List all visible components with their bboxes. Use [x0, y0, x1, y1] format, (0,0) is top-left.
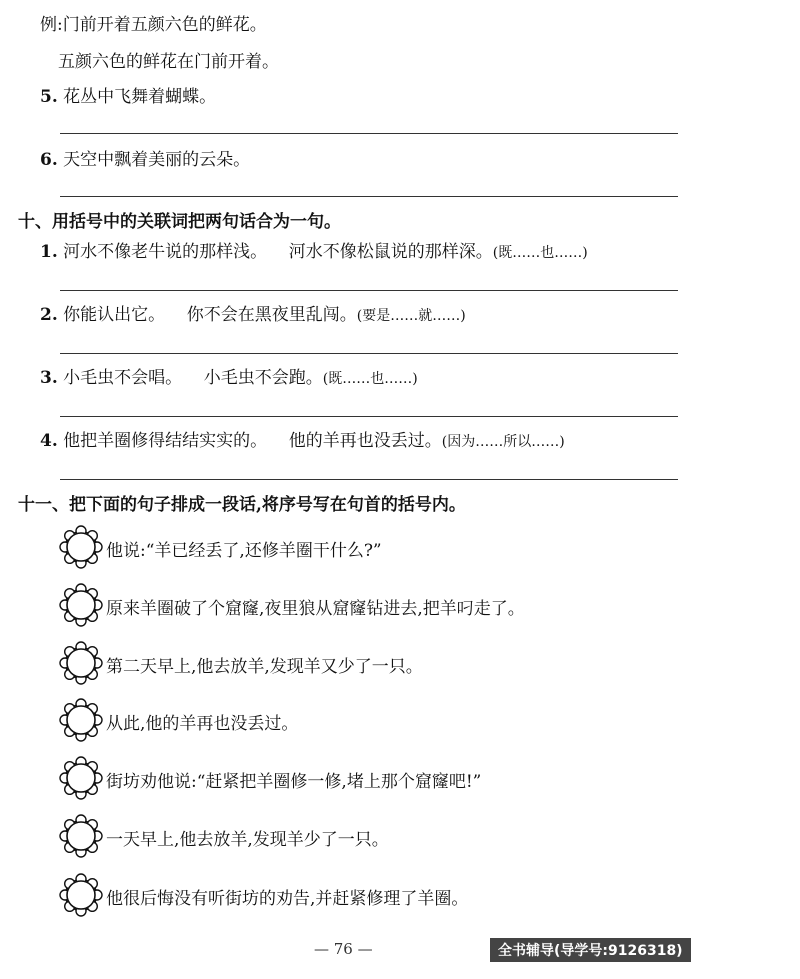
sentence-6: 一天早上,他去放羊,发现羊少了一只。	[106, 830, 389, 850]
sentence-7: 他很后悔没有听街坊的劝告,并赶紧修理了羊圈。	[106, 889, 469, 909]
conjunction-hint: (既……也……)	[492, 245, 588, 261]
sentence-a: 你能认出它。	[63, 305, 166, 325]
flower-bracket-icon	[58, 640, 104, 686]
item-number: 4.	[40, 431, 58, 451]
conjunction-hint: (既……也……)	[322, 371, 418, 387]
answer-line[interactable]	[60, 479, 678, 480]
sentence-b: 小毛虫不会跑。	[203, 368, 323, 388]
flower-bracket-icon	[58, 872, 104, 918]
sentence-b: 他的羊再也没丢过。	[288, 431, 442, 451]
sentence-4: 从此,他的羊再也没丢过。	[106, 714, 299, 734]
rewrite-item-5	[40, 82, 216, 107]
sentence-1: 他说:“羊已经丢了,还修羊圈干什么?”	[106, 541, 382, 561]
example-original-text: 门前开着五颜六色的鲜花。	[62, 15, 267, 35]
order-bracket-6[interactable]	[58, 813, 104, 859]
section-10-title: 十、用括号中的关联词把两句话合为一句。	[18, 212, 341, 232]
s10-item-3	[40, 363, 418, 388]
s10-item-2	[40, 300, 466, 325]
answer-line[interactable]	[60, 290, 678, 291]
answer-line[interactable]	[60, 416, 678, 417]
order-bracket-4[interactable]	[58, 697, 104, 743]
answer-line[interactable]	[60, 196, 678, 197]
answer-line[interactable]	[60, 133, 678, 134]
sentence-5: 街坊劝他说:“赶紧把羊圈修一修,堵上那个窟窿吧!”	[106, 772, 482, 792]
item-text: 花丛中飞舞着蝴蝶。	[63, 87, 217, 107]
order-bracket-2[interactable]	[58, 582, 104, 628]
sentence-a: 小毛虫不会唱。	[63, 368, 183, 388]
brand-badge: 全书辅导(导学号:9126318)	[490, 938, 691, 962]
answer-line[interactable]	[60, 353, 678, 354]
item-number: 2.	[40, 305, 58, 325]
flower-bracket-icon	[58, 755, 104, 801]
item-number: 1.	[40, 242, 58, 262]
flower-bracket-icon	[58, 813, 104, 859]
rewrite-item-6	[40, 145, 250, 170]
item-text: 天空中飘着美丽的云朵。	[63, 150, 251, 170]
flower-bracket-icon	[58, 697, 104, 743]
example-rewritten: 五颜六色的鲜花在门前开着。	[58, 52, 279, 72]
s10-item-4	[40, 426, 565, 451]
order-bracket-7[interactable]	[58, 872, 104, 918]
sentence-a: 河水不像老牛说的那样浅。	[63, 242, 268, 262]
sentence-a: 他把羊圈修得结结实实的。	[63, 431, 268, 451]
item-number: 5.	[40, 87, 58, 107]
order-bracket-1[interactable]	[58, 524, 104, 570]
sentence-2: 原来羊圈破了个窟窿,夜里狼从窟窿钻进去,把羊叼走了。	[106, 599, 525, 619]
conjunction-hint: (要是……就……)	[356, 308, 466, 324]
conjunction-hint: (因为……所以……)	[441, 434, 565, 450]
s10-item-1	[40, 237, 588, 262]
item-number: 3.	[40, 368, 58, 388]
sentence-b: 河水不像松鼠说的那样深。	[288, 242, 493, 262]
flower-bracket-icon	[58, 524, 104, 570]
page-number: — 76 —	[314, 940, 373, 958]
example-label: 例:	[40, 15, 63, 35]
item-number: 6.	[40, 150, 58, 170]
section-11-title: 十一、把下面的句子排成一段话,将序号写在句首的括号内。	[18, 495, 466, 515]
order-bracket-5[interactable]	[58, 755, 104, 801]
flower-bracket-icon	[58, 582, 104, 628]
sentence-b: 你不会在黑夜里乱闯。	[186, 305, 357, 325]
example-original	[40, 10, 267, 35]
sentence-3: 第二天早上,他去放羊,发现羊又少了一只。	[106, 657, 423, 677]
order-bracket-3[interactable]	[58, 640, 104, 686]
